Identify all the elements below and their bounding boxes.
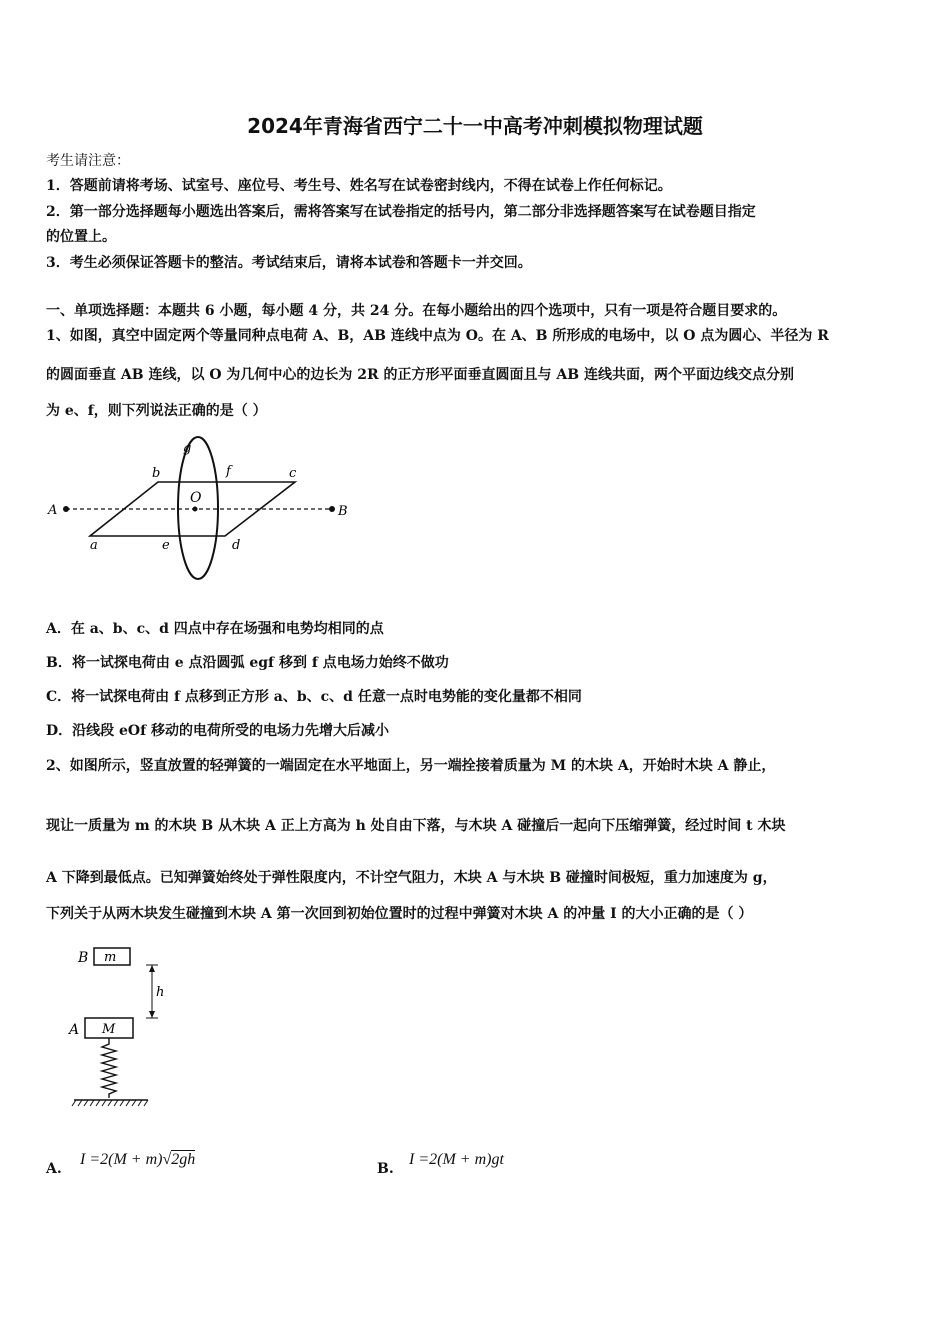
question-2-option-b-formula: I =2(M + m)gt: [409, 1151, 504, 1168]
question-2-option-b-label: B.: [377, 1161, 394, 1177]
question-1-line: 为 e、f，则下列说法正确的是（ ）: [46, 403, 267, 419]
question-2-line: A 下降到最低点。已知弹簧始终处于弹性限度内，不计空气阻力，木块 A 与木块 B 碰撞时间极短，重力加速度为 g，: [46, 870, 777, 886]
question-2-line: 现让一质量为 m 的木块 B 从木块 A 正上方高为 h 处自由下落，与木块 A 碰撞后一起向下压缩弹簧，经过时间 t 木块: [46, 818, 786, 834]
section-heading: 一、单项选择题：本题共 6 小题，每小题 4 分，共 24 分。在每小题给出的四个选项中，只有一项是符合题目要求的。: [46, 303, 787, 319]
label-O: O: [190, 490, 202, 506]
label-d: d: [232, 538, 241, 553]
label-height-h: h: [156, 985, 165, 1000]
question-1-option: D．沿线段 eOf 移动的电荷所受的电场力先增大后减小: [46, 723, 390, 739]
label-f: f: [226, 464, 231, 479]
label-block-A: A: [69, 1022, 80, 1038]
page-title: 2024年青海省西宁二十一中高考冲刺模拟物理试题: [247, 114, 703, 138]
question-2-line: 下列关于从两木块发生碰撞到木块 A 第一次回到初始位置时的过程中弹簧对木块 A 的冲量 I 的大小正确的是（ ）: [46, 906, 753, 922]
label-mass-M: M: [102, 1022, 116, 1037]
label-block-B: B: [78, 950, 89, 966]
notice-item: 3．考生必须保证答题卡的整洁。考试结束后，请将本试卷和答题卡一并交回。: [46, 255, 532, 271]
point-b-charge: [329, 506, 335, 512]
point-a-charge: [63, 506, 69, 512]
question-1-line: 1、如图，真空中固定两个等量同种点电荷 A、B，AB 连线中点为 O。在 A、B 所形成的电场中，以 O 点为圆心、半径为 R: [46, 328, 829, 344]
label-A: A: [48, 503, 58, 518]
circle-plane: [178, 437, 218, 579]
question-2-option-a-formula: I =2(M + m)√2gh: [80, 1151, 196, 1168]
label-a: a: [90, 538, 98, 553]
question-1-option: C．将一试探电荷由 f 点移到正方形 a、b、c、d 任意一点时电势能的变化量都不相同: [46, 689, 582, 705]
label-mass-m: m: [104, 950, 117, 965]
spring: [102, 1038, 116, 1098]
label-g: g: [183, 441, 192, 456]
notice-item: 2．第一部分选择题每小题选出答案后，需将答案写在试卷指定的括号内，第二部分非选择题答案写在试卷题目指定: [46, 204, 756, 220]
question-1-figure: [40, 430, 360, 590]
label-b: b: [152, 466, 161, 481]
label-c: c: [289, 466, 297, 481]
question-1-option: A．在 a、b、c、d 四点中存在场强和电势均相同的点: [46, 621, 384, 637]
question-1-line: 的圆面垂直 AB 连线，以 O 为几何中心的边长为 2R 的正方形平面垂直圆面且与 AB 连线共面，两个平面边线交点分别: [46, 367, 794, 383]
label-B: B: [338, 504, 348, 519]
point-o: [193, 507, 198, 512]
question-2-figure: [60, 940, 170, 1110]
question-2-option-a-label: A.: [46, 1161, 62, 1177]
notice-item: 1．答题前请将考场、试室号、座位号、考生号、姓名写在试卷密封线内，不得在试卷上作任何标记。: [46, 178, 672, 194]
question-2-line: 2、如图所示，竖直放置的轻弹簧的一端固定在水平地面上，另一端拴接着质量为 M 的木块 A，开始时木块 A 静止，: [46, 758, 776, 774]
notice-heading: 考生请注意：: [46, 153, 130, 169]
question-1-option: B．将一试探电荷由 e 点沿圆弧 egf 移到 f 点电场力始终不做功: [46, 655, 449, 671]
notice-item: 的位置上。: [46, 229, 116, 245]
label-e: e: [162, 538, 170, 553]
